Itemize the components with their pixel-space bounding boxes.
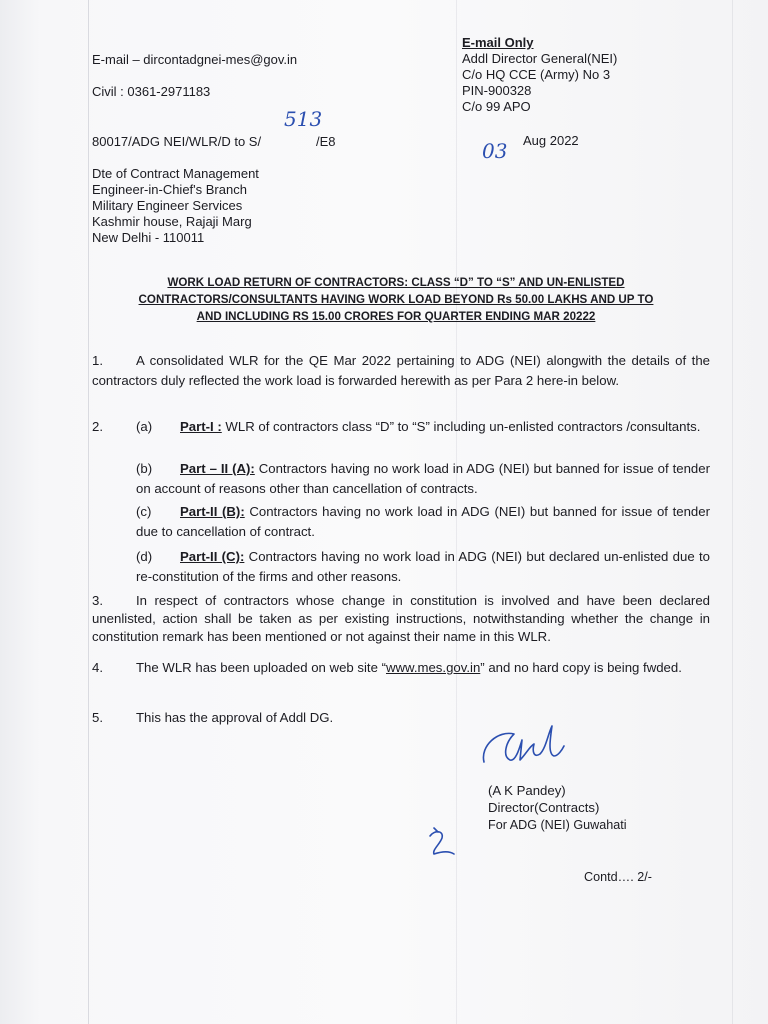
reference-suffix: /E8 xyxy=(316,134,336,149)
handwritten-reference-number: 513 xyxy=(284,107,323,131)
paragraph-text: This has the approval of Addl DG. xyxy=(136,710,334,725)
paragraph-number: 5. xyxy=(92,710,103,725)
letter-date: Aug 2022 xyxy=(523,133,579,148)
paragraph-4 xyxy=(92,658,710,678)
recipient-line: Dte of Contract Management xyxy=(92,166,259,181)
sub-para-text: Contractors having no work load in ADG (NEI) but declared un-enlisted due to re-constitution of the firms and other reasons. xyxy=(136,549,710,584)
sub-para-letter: (d) xyxy=(136,549,153,564)
recipient-line: Military Engineer Services xyxy=(92,198,243,213)
signatory-designation: Director(Contracts) xyxy=(488,800,600,815)
signatory-name: (A K Pandey) xyxy=(488,783,566,798)
paragraph-number: 1. xyxy=(92,353,103,368)
sub-para-letter: (a) xyxy=(136,419,153,434)
sender-email: E-mail – dircontadgnei-mes@gov.in xyxy=(92,52,298,67)
sub-para-a xyxy=(136,417,710,437)
subject-title xyxy=(88,274,704,325)
sender-address-line: C/o 99 APO xyxy=(462,99,531,114)
paragraph-number: 3. xyxy=(92,593,103,608)
sub-para-label: Part-I : xyxy=(180,419,222,434)
sub-para-label: Part-II (C): xyxy=(180,549,245,564)
sub-para-text: Contractors having no work load in ADG (NEI) but banned for issue of tender due to cancellation of contract. xyxy=(136,504,710,539)
sender-address-line: PIN-900328 xyxy=(462,83,532,98)
paragraph-number: 4. xyxy=(92,660,103,675)
paragraph-text: A consolidated WLR for the QE Mar 2022 pertaining to ADG (NEI) alongwith the details of the contractors duly reflected the work load is forwarded herewith as per Para 2 here-in below. xyxy=(92,353,710,388)
sender-civil-phone: Civil : 0361-2971183 xyxy=(92,84,211,99)
sub-para-label: Part-II (B): xyxy=(180,504,245,519)
sender-address-line: C/o HQ CCE (Army) No 3 xyxy=(462,67,611,82)
subject-title-line: WORK LOAD RETURN OF CONTRACTORS: CLASS “D” TO “S” AND UN-ENLISTED xyxy=(167,276,625,289)
subject-title-line: CONTRACTORS/CONSULTANTS HAVING WORK LOAD BEYOND Rs 50.00 LAKHS AND UP TO xyxy=(138,293,654,306)
paper-fold-line xyxy=(88,0,89,1024)
sub-para-letter: (b) xyxy=(136,461,153,476)
sub-para-text: WLR of contractors class “D” to “S” including un-enlisted contractors /consultants. xyxy=(221,419,701,434)
recipient-line: Engineer-in-Chief's Branch xyxy=(92,182,247,197)
sub-para-label: Part – II (A): xyxy=(180,461,255,476)
continuation-note: Contd…. 2/- xyxy=(584,870,652,884)
paragraph-text: The WLR has been uploaded on web site “ xyxy=(136,660,386,675)
email-only-label: E-mail Only xyxy=(462,35,534,50)
sub-para-text: Contractors having no work load in ADG (NEI) but banned for issue of tender on account of reasons other than cancellation of contracts. xyxy=(136,461,710,496)
paragraph-text: In respect of contractors whose change in constitution is involved and have been declared unenlisted, action shall be taken as per existing instructions, notwithstanding whether the change in constitution remark has been mentioned or not against their name in this WLR. xyxy=(92,593,710,644)
paragraph-5 xyxy=(92,708,710,728)
recipient-line: Kashmir house, Rajaji Marg xyxy=(92,214,252,229)
subject-title-line: AND INCLUDING RS 15.00 CRORES FOR QUARTER ENDING MAR 20222 xyxy=(196,310,596,323)
paragraph-text: ” and no hard copy is being fwded. xyxy=(480,660,682,675)
paragraph-3 xyxy=(92,592,710,646)
sender-address-line: Addl Director General(NEI) xyxy=(462,51,618,66)
recipient-line: New Delhi - 110011 xyxy=(92,230,205,245)
paper-fold-line xyxy=(732,0,733,1024)
handwritten-signature xyxy=(476,716,572,776)
sub-para-d xyxy=(136,547,710,587)
website-link[interactable]: www.mes.gov.in xyxy=(385,660,481,675)
paragraph-1 xyxy=(92,351,710,391)
paragraph-number: 2. xyxy=(92,419,103,434)
handwritten-initial-mark xyxy=(420,826,464,862)
handwritten-date: 03 xyxy=(482,139,508,163)
sub-para-b xyxy=(136,459,710,499)
signatory-for-line: For ADG (NEI) Guwahati xyxy=(488,818,627,832)
sub-para-c xyxy=(136,502,710,542)
sub-para-letter: (c) xyxy=(136,504,152,519)
reference-number: 80017/ADG NEI/WLR/D to S/ xyxy=(92,134,262,149)
